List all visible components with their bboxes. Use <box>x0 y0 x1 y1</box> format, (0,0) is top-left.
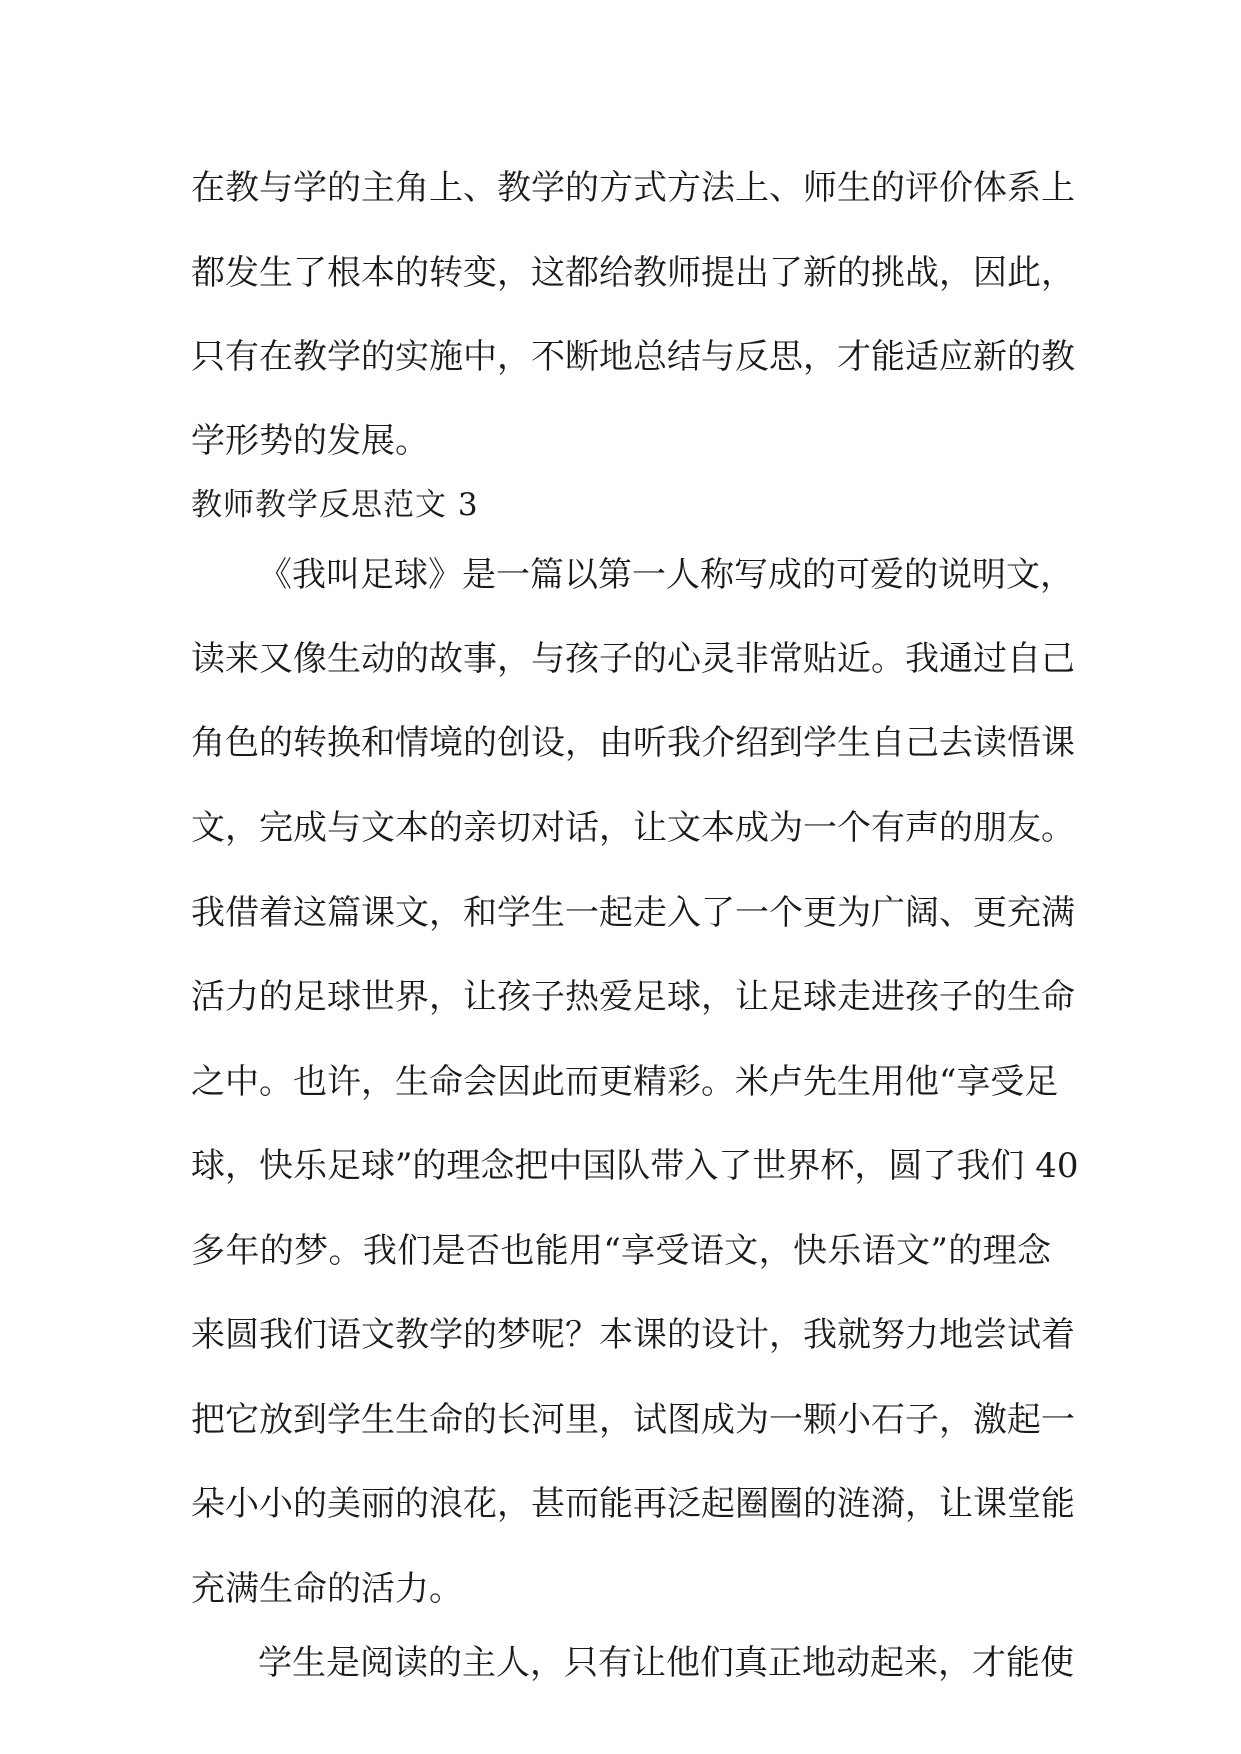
text-line: 把它放到学生生命的长河里，试图成为一颗小石子，激起一 <box>191 1400 1075 1440</box>
text-line: 在教与学的主角上、教学的方式方法上、师生的评价体系上 <box>191 168 1075 208</box>
text-line: 只有在教学的实施中，不断地总结与反思，才能适应新的教 <box>191 337 1075 377</box>
text-line: 文，完成与文本的亲切对话，让文本成为一个有声的朋友。 <box>191 808 1075 848</box>
text-line: 学形势的发展。 <box>191 421 429 461</box>
text-line: 学生是阅读的主人，只有让他们真正地动起来，才能使 <box>258 1643 1074 1683</box>
text-line: 充满生命的活力。 <box>191 1569 463 1609</box>
text-line: 活力的足球世界，让孩子热爱足球，让足球走进孩子的生命 <box>191 977 1075 1017</box>
text-line: 都发生了根本的转变，这都给教师提出了新的挑战，因此， <box>191 253 1075 293</box>
text-line: 角色的转换和情境的创设，由听我介绍到学生自己去读悟课 <box>191 723 1075 763</box>
text-line: 读来又像生动的故事，与孩子的心灵非常贴近。我通过自己 <box>191 639 1075 679</box>
text-line: 《我叫足球》是一篇以第一人称写成的可爱的说明文， <box>258 555 1074 595</box>
text-line: 朵小小的美丽的浪花，甚而能再泛起圈圈的涟漪，让课堂能 <box>191 1484 1075 1524</box>
section-heading: 教师教学反思范文 3 <box>191 487 479 523</box>
text-line: 多年的梦。我们是否也能用“享受语文，快乐语文”的理念 <box>191 1231 1051 1271</box>
text-line: 之中。也许，生命会因此而更精彩。米卢先生用他“享受足 <box>191 1062 1059 1102</box>
text-line: 球，快乐足球”的理念把中国队带入了世界杯，圆了我们 40 <box>191 1146 1079 1186</box>
text-line: 来圆我们语文教学的梦呢？本课的设计，我就努力地尝试着 <box>191 1315 1075 1355</box>
text-line: 我借着这篇课文，和学生一起走入了一个更为广阔、更充满 <box>191 893 1075 933</box>
